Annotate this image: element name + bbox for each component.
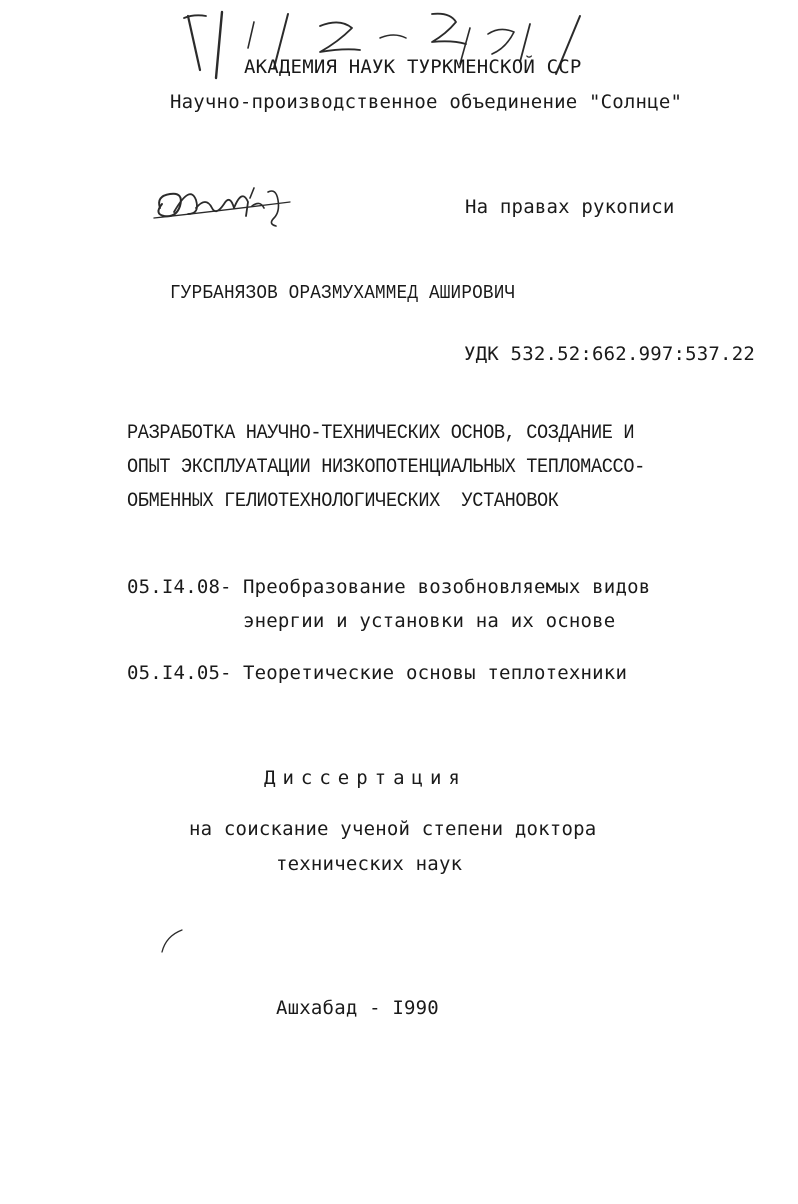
specialty-dash: - — [220, 576, 232, 598]
dissertation-title-line: ОПЫТ ЭКСПЛУАТАЦИИ НИЗКОПОТЕНЦИАЛЬНЫХ ТЕПЛОМАССО- — [127, 456, 645, 479]
pencil-mark — [154, 924, 194, 960]
degree-line: на соискание ученой степени доктора — [189, 818, 597, 840]
place-and-year: Ашхабад - I990 — [276, 997, 439, 1019]
author-name: ГУРБАНЯЗОВ ОРАЗМУХАММЕД АШИРОВИЧ — [170, 282, 516, 304]
dissertation-title-line: ОБМЕННЫХ ГЕЛИОТЕХНОЛОГИЧЕСКИХ УСТАНОВОК — [127, 490, 559, 513]
degree-line: технических наук — [276, 853, 463, 875]
specialty-dash: - — [220, 662, 232, 684]
specialty-code: 05.I4.05 — [127, 662, 221, 684]
manuscript-rights-note: На правах рукописи — [465, 196, 675, 218]
specialty-code: 05.I4.08 — [127, 576, 221, 598]
document-type: Диссертация — [264, 767, 467, 789]
specialty-name: энергии и установки на их основе — [243, 610, 616, 632]
handwritten-catalog-number — [170, 8, 610, 98]
organization-name: Научно-производственное объединение "Солнце" — [170, 91, 683, 113]
signature — [150, 178, 300, 238]
dissertation-title-line: РАЗРАБОТКА НАУЧНО-ТЕХНИЧЕСКИХ ОСНОВ, СОЗДАНИЕ И — [127, 422, 635, 445]
udc-code: УДК 532.52:662.997:537.22 — [464, 343, 755, 365]
specialty-name: Преобразование возобновляемых видов — [243, 576, 651, 598]
specialty-name: Теоретические основы теплотехники — [243, 662, 628, 684]
academy-name: АКАДЕМИЯ НАУК ТУРКМЕНСКОЙ ССР — [244, 56, 582, 78]
